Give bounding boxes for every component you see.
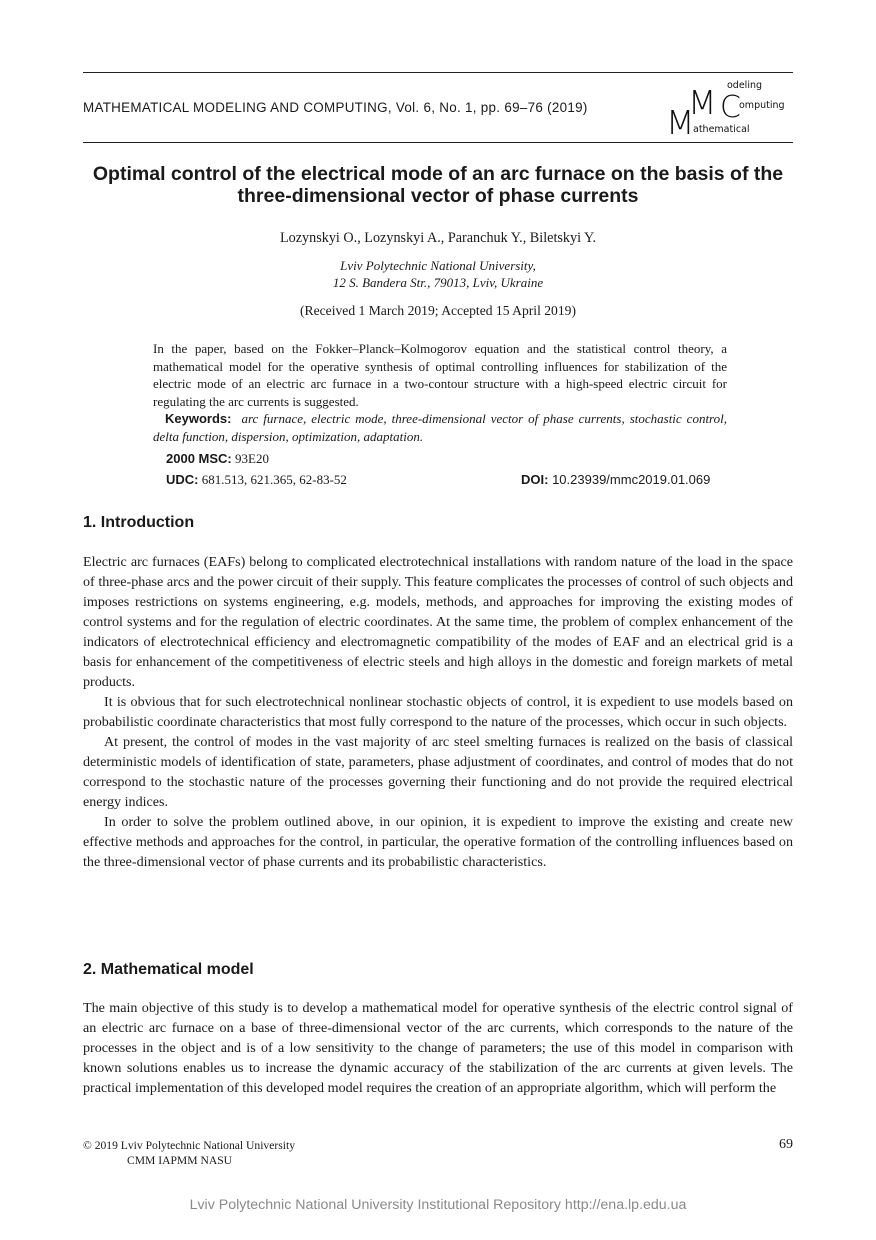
section-heading-introduction: 1. Introduction	[83, 514, 195, 531]
section-heading-mathematical-model: 2. Mathematical model	[83, 961, 254, 978]
journal-citation: MATHEMATICAL MODELING AND COMPUTING, Vol. 6, No. 1, pp. 69–76 (2019)	[83, 100, 588, 115]
received-dates: (Received 1 March 2019; Accepted 15 April 2019)	[300, 303, 576, 318]
journal-logo	[666, 80, 796, 142]
intro-paragraph: It is obvious that for such electrotechnical nonlinear stochastic objects of control, it is expedient to use models based on probabilistic coordinate characteristics that most fully correspond to the nature of the processes, which occur in such objects.	[83, 694, 793, 730]
affiliation	[83, 257, 793, 291]
repository-watermark: Lviv Polytechnic National University Institutional Repository http://ena.lp.edu.ua	[189, 1197, 687, 1213]
intro-paragraph: At present, the control of modes in the vast majority of arc steel smelting furnaces is realized on the basis of classical deterministic models of identification of state, parameters, phase adjustment of coordinates, and control of modes that do not correspond to the stochastic nature of the processes governing their functioning and do not provide the required electrical energy indices.	[83, 734, 793, 810]
paper-title: Optimal control of the electrical mode of an arc furnace on the basis of the three-dimensional vector of phase currents	[92, 163, 784, 207]
author-list: Lozynskyi O., Lozynskyi A., Paranchuk Y., Biletskyi Y.	[279, 230, 597, 246]
header-top-rule	[83, 72, 793, 73]
udc-row	[166, 472, 347, 488]
publisher-line: CMM IAPMM NASU	[127, 1154, 233, 1167]
intro-paragraph: In order to solve the problem outlined above, in our opinion, it is expedient to improve the existing and create new effective methods and approaches for the control, in particular, the operative formation of the controlling influences based on the three-dimensional vector of phase currents and its probabilistic characteristics.	[83, 814, 793, 870]
keywords-label: Keywords:	[165, 411, 232, 426]
abstract-text: In the paper, based on the Fokker–Planck–Kolmogorov equation and the statistical control theory, a mathematical model for the operative synthesis of optimal controlling influences for stabilization of the electric mode of an electric arc furnace in a two-contour structure with a high-speed electric circuit for regulating the arc currents is suggested.	[153, 341, 727, 409]
doi-row	[521, 472, 710, 487]
footer-copyright	[83, 1138, 295, 1168]
copyright-line: © 2019 Lviv Polytechnic National University	[83, 1139, 295, 1152]
udc-value: 681.513, 621.365, 62-83-52	[201, 472, 347, 487]
affiliation-line-2: 12 S. Bandera Str., 79013, Lviv, Ukraine	[332, 275, 544, 290]
model-body	[83, 998, 793, 1098]
msc-value: 93E20	[235, 451, 269, 466]
doi-label: DOI:	[521, 472, 549, 487]
logo-letter-m2: M	[688, 83, 717, 122]
msc-row	[166, 451, 269, 467]
header-bottom-rule	[83, 142, 793, 143]
logo-word-odeling: odeling	[727, 80, 763, 91]
doi-value: 10.23939/mmc2019.01.069	[552, 472, 711, 487]
logo-letter-m1: M	[666, 103, 695, 142]
introduction-body	[83, 552, 793, 872]
intro-paragraph: Electric arc furnaces (EAFs) belong to complicated electrotechnical installations with random nature of the load in the space of three-phase arcs and the power circuit of their supply. This feature complicates the processes of control of such objects and imposes restrictions on systems engineering, e.g. models, methods, and approaches for improving the existing modes of control systems and for the regulation of electric coordinates. At the same time, the problem of complex enhancement of the indicators of electrotechnical efficiency and electromagnetic compatibility of the modes of EAF and an electrical grid is a basis for enhancement of the competitiveness of electric steels and high alloys in the domestic and foreign markets of metal products.	[83, 554, 793, 690]
abstract	[153, 340, 727, 445]
logo-letter-c: C	[720, 90, 741, 125]
udc-label: UDC:	[166, 472, 199, 487]
page-number: 69	[779, 1137, 793, 1152]
keywords-list: arc furnace, electric mode, three-dimensional vector of phase currents, stochastic control, delta function, dispersion, optimization, adaptation.	[153, 411, 727, 444]
model-paragraph: The main objective of this study is to develop a mathematical model for operative synthesis of the electric control signal of an electric arc furnace on a base of three-dimensional vector of the arc currents, which corresponds to the nature of the processes in the object and is of a low sensitivity to the change of parameters; the use of this model in comparison with known solutions enables us to increase the dynamic accuracy of the stabilization of the arc currents at given levels. The practical implementation of this developed model requires the creation of an appropriate algorithm, which will perform the	[83, 1000, 793, 1096]
msc-label: 2000 MSC:	[166, 451, 232, 466]
logo-word-athematical: athematical	[693, 124, 750, 135]
logo-word-omputing: omputing	[739, 100, 785, 111]
affiliation-line-1: Lviv Polytechnic National University,	[340, 258, 536, 273]
